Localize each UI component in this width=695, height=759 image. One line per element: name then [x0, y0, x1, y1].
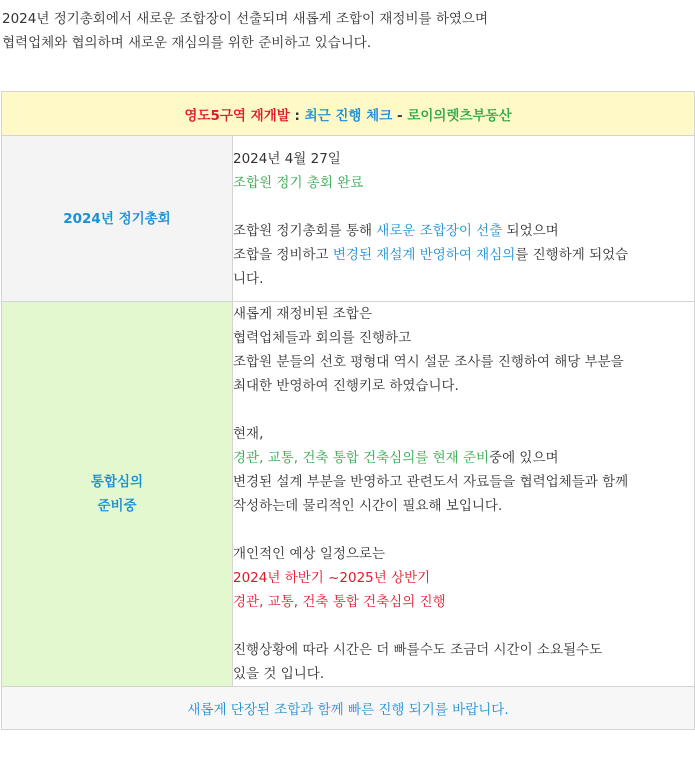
header-dash: -: [392, 107, 408, 124]
row-label-text: 2024년 정기총회: [63, 210, 171, 227]
intro-text: [2, 7, 692, 55]
text-line: 변경된 설계 부분을 반영하고 관련도서 자료들을 협력업체들과 함께: [233, 474, 629, 490]
meeting-paragraph-1: 조합원 정기총회를 통해 새로운 조합장이 선출 되었으며: [233, 222, 559, 239]
header-area-name: 영도5구역 재개발: [184, 107, 290, 124]
text-line: 진행상황에 따라 시간은 더 빠를수도 조금더 시간이 소요될수도: [233, 642, 603, 658]
text-line: 협력업체들과 회의를 진행하고: [233, 330, 412, 346]
row-label-general-meeting: [2, 136, 233, 302]
text-line: 경관, 교통, 건축 통합 건축심의를 현재 준비중에 있으며: [233, 450, 559, 466]
table-row: [2, 136, 695, 302]
intro-line-1: 2024년 정기총회에서 새로운 조합장이 선출되며 새롭게 조합이 재정비를 하였으며: [2, 11, 488, 27]
text-line: 새롭게 재정비된 조합은: [233, 306, 372, 322]
row-label-line-1: 통합심의: [90, 474, 144, 490]
header-topic: 최근 진행 체크: [304, 107, 393, 124]
header-author: 로이의렛츠부동산: [407, 107, 512, 124]
text-line: 있을 것 입니다.: [233, 666, 325, 682]
header-separator: :: [289, 107, 305, 124]
text-line: 개인적인 예상 일정으로는: [233, 546, 386, 562]
schedule-task: 경관, 교통, 건축 통합 건축심의 진행: [233, 594, 446, 610]
row-label-line-2: 준비중: [97, 498, 137, 514]
intro-line-2: 협력업체와 협의하며 새로운 재심의를 위한 준비하고 있습니다.: [2, 35, 372, 51]
footer-text: 새롭게 단장된 조합과 함께 빠른 진행 되기를 바랍니다.: [187, 702, 509, 718]
meeting-status: 조합원 정기 총회 완료: [233, 174, 364, 191]
table-footer: [2, 687, 695, 730]
row-content-general-meeting: [233, 136, 695, 302]
progress-table: [1, 91, 695, 730]
text-line: 작성하는데 물리적인 시간이 필요해 보입니다.: [233, 498, 503, 514]
row-content-review-prep: [233, 302, 695, 687]
schedule-period: 2024년 하반기 ~2025년 상반기: [233, 570, 431, 586]
table-row: [2, 302, 695, 687]
text-line: 조합원 분들의 선호 평형대 역시 설문 조사를 진행하여 해당 부분을: [233, 354, 624, 370]
highlight-redesign: 변경된 재설계 반영하여 재심의: [332, 246, 516, 263]
highlight-review-prep: 경관, 교통, 건축 통합 건축심의를 현재 준비: [233, 450, 490, 466]
highlight-new-chairman: 새로운 조합장이 선출: [376, 222, 503, 239]
meeting-paragraph-2: 조합을 정비하고 변경된 재설계 반영하여 재심의를 진행하게 되었습 니다.: [233, 246, 629, 287]
text-line: 현재,: [233, 426, 264, 442]
table-header: [2, 92, 695, 136]
meeting-date: 2024년 4월 27일: [233, 150, 341, 167]
text-line: 최대한 반영하여 진행키로 하였습니다.: [233, 378, 459, 394]
row-label-review-prep: [2, 302, 233, 687]
